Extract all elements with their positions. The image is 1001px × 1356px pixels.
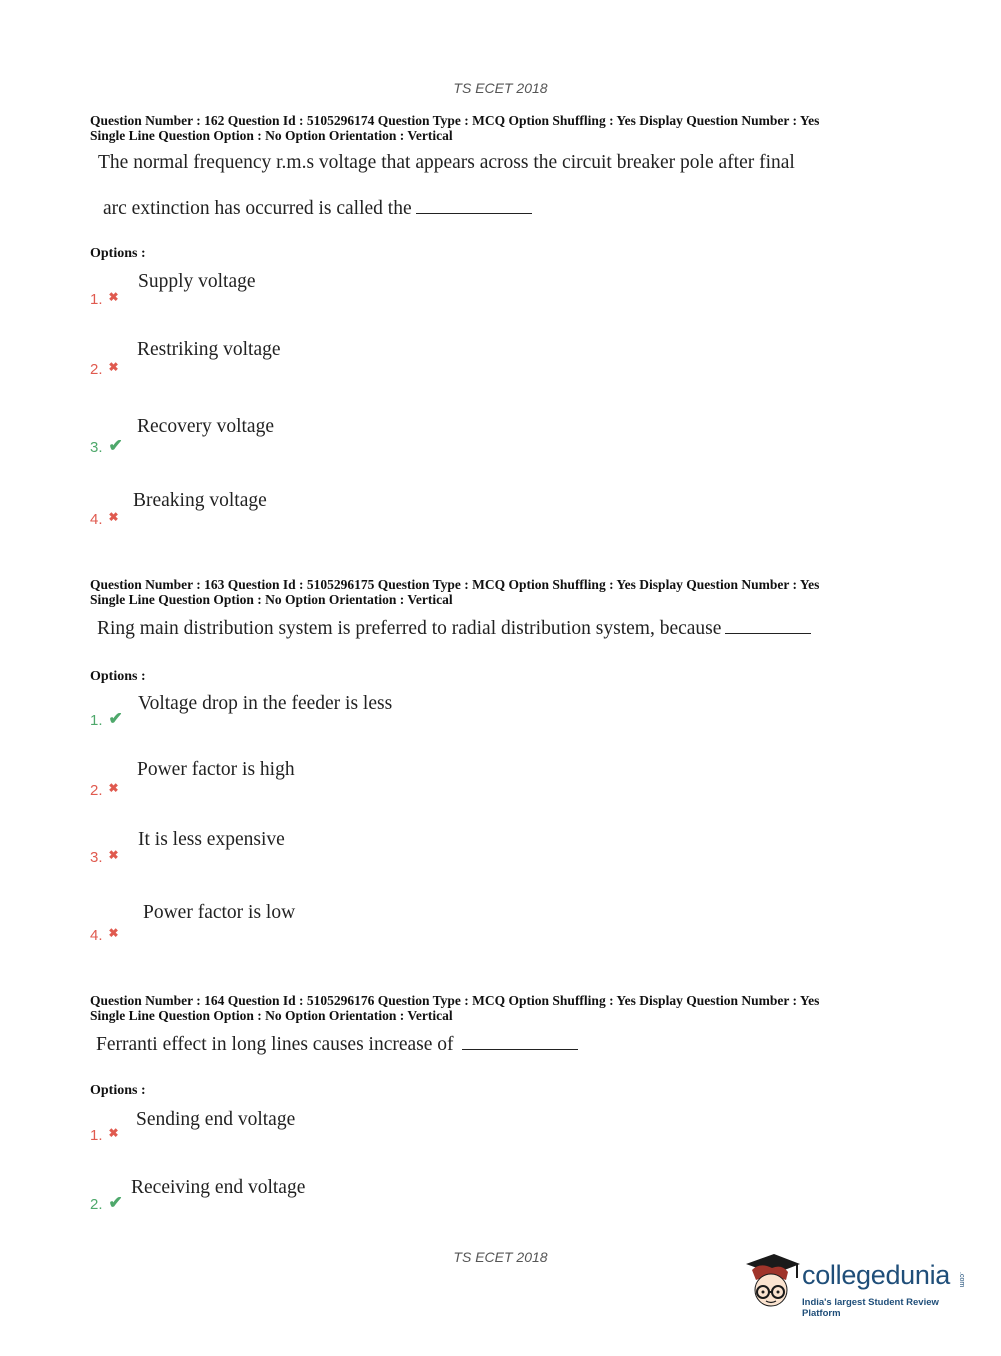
option-text: Supply voltage	[138, 271, 256, 292]
question-text: arc extinction has occurred is called the	[103, 198, 412, 219]
logo-com-suffix: .com	[958, 1272, 965, 1288]
option-number-correct: 1. ✔	[90, 709, 123, 729]
question-text-line-1	[96, 1034, 578, 1056]
option-text: Breaking voltage	[133, 490, 267, 511]
option-number-correct: 3. ✔	[90, 436, 123, 456]
options-label: Options :	[90, 246, 146, 261]
question-text-line-1	[97, 618, 811, 640]
option-text: It is less expensive	[138, 829, 285, 850]
option-text: Voltage drop in the feeder is less	[138, 693, 393, 714]
question-meta-line-1: Question Number : 164 Question Id : 5105296176 Question Type : MCQ Option Shuffling : Yes Display Question Number : Yes	[90, 993, 820, 1008]
page-header-title: TS ECET 2018	[453, 80, 548, 96]
check-icon: ✔	[108, 436, 123, 455]
answer-blank	[725, 619, 811, 634]
options-label: Options :	[90, 669, 146, 684]
question-meta-line-2: Single Line Question Option : No Option Orientation : Vertical	[90, 1008, 453, 1023]
logo-tagline: India's largest Student Review Platform	[802, 1297, 939, 1319]
option-number-wrong: 2. ✖	[90, 360, 119, 378]
option-text: Receiving end voltage	[131, 1177, 306, 1198]
option-number-wrong: 3. ✖	[90, 848, 119, 866]
question-meta-line-2: Single Line Question Option : No Option Orientation : Vertical	[90, 592, 453, 607]
option-number-wrong: 4. ✖	[90, 926, 119, 944]
question-meta-line-1: Question Number : 163 Question Id : 5105296175 Question Type : MCQ Option Shuffling : Yes Display Question Number : Yes	[90, 577, 820, 592]
cross-icon: ✖	[108, 926, 119, 940]
check-icon: ✔	[108, 1193, 123, 1212]
option-text: Sending end voltage	[136, 1109, 296, 1130]
question-text-line-2	[103, 198, 532, 220]
option-number-correct: 2. ✔	[90, 1193, 123, 1213]
options-label: Options :	[90, 1083, 146, 1098]
cross-icon: ✖	[108, 781, 119, 795]
student-mascot-icon	[742, 1250, 802, 1318]
question-meta-line-2: Single Line Question Option : No Option Orientation : Vertical	[90, 128, 453, 143]
cross-icon: ✖	[108, 510, 119, 524]
answer-blank	[462, 1035, 578, 1050]
check-icon: ✔	[108, 709, 123, 728]
question-meta	[90, 993, 920, 1023]
cross-icon: ✖	[108, 1126, 119, 1140]
collegedunia-logo	[742, 1250, 972, 1320]
option-number-wrong: 1. ✖	[90, 1126, 119, 1144]
option-text: Power factor is low	[143, 902, 296, 923]
option-text: Power factor is high	[137, 759, 295, 780]
question-text-line-1: The normal frequency r.m.s voltage that appears across the circuit breaker pole after final	[98, 152, 795, 173]
question-text: Ferranti effect in long lines causes increase of	[96, 1034, 454, 1055]
cross-icon: ✖	[108, 360, 119, 374]
question-text: Ring main distribution system is preferred to radial distribution system, because	[97, 618, 722, 639]
cross-icon: ✖	[108, 848, 119, 862]
option-number-wrong: 4. ✖	[90, 510, 119, 528]
question-meta	[90, 577, 920, 607]
page-footer-title: TS ECET 2018	[453, 1249, 548, 1265]
logo-wordmark: collegedunia	[802, 1260, 951, 1290]
option-text: Recovery voltage	[137, 416, 274, 437]
option-number-wrong: 2. ✖	[90, 781, 119, 799]
answer-blank	[416, 199, 532, 214]
option-number-wrong: 1. ✖	[90, 290, 119, 308]
option-text: Restriking voltage	[137, 339, 281, 360]
question-meta	[90, 113, 920, 143]
question-meta-line-1: Question Number : 162 Question Id : 5105296174 Question Type : MCQ Option Shuffling : Yes Display Question Number : Yes	[90, 113, 820, 128]
cross-icon: ✖	[108, 290, 119, 304]
